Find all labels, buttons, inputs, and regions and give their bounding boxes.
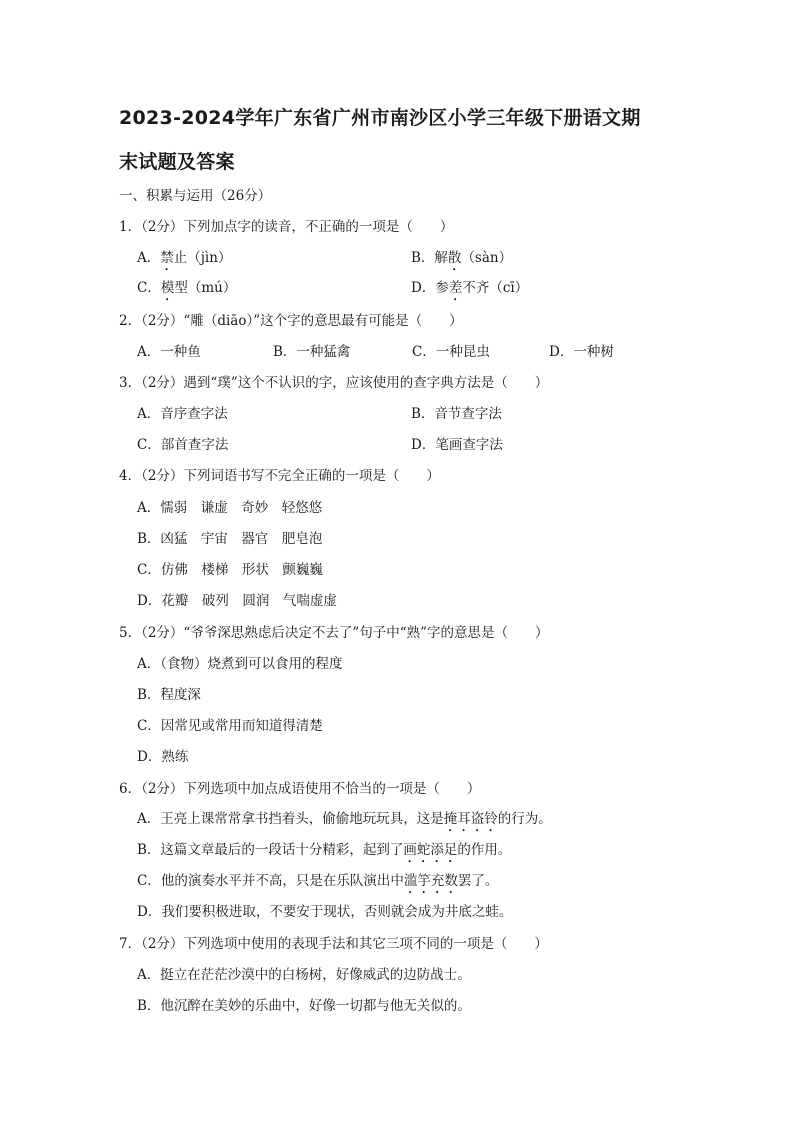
question-2-stem: 2．（2分）“雕（diāo）”这个字的意思最有可能是（ ） <box>119 313 463 329</box>
emphasis-idiom: 滥竽充数 <box>403 873 458 889</box>
question-1-option-a: A．禁止（jìn） <box>137 250 232 266</box>
question-6-option-c: C．他的演奏水平并不高，只是在乐队演出中滥竽充数罢了。 <box>137 873 499 889</box>
question-1-option-d: D．参差不齐（cī） <box>411 280 529 296</box>
question-3-option-b: B．音节查字法 <box>411 406 502 422</box>
question-2-option-a: A．一种鱼 <box>137 344 201 360</box>
question-4-option-a: A．懦弱 谦虚 奇妙 轻悠悠 <box>137 500 323 516</box>
section-heading: 一、积累与运用（26分） <box>119 188 272 204</box>
question-6-stem: 6．（2分）下列选项中加点成语使用不恰当的一项是（ ） <box>119 781 481 797</box>
question-2-option-d: D．一种树 <box>549 344 614 360</box>
question-3-option-a: A．音序查字法 <box>137 406 228 422</box>
question-2-option-c: C．一种昆虫 <box>412 344 490 360</box>
question-1-option-b: B．解散（sàn） <box>411 250 513 266</box>
question-7-option-a: A．挺立在茫茫沙漠中的白杨树，好像威武的边防战士。 <box>137 967 471 983</box>
question-5-option-a: A．（食物）烧煮到可以食用的程度 <box>137 656 343 672</box>
question-4-option-b: B．凶猛 宇宙 器官 肥皂泡 <box>137 531 323 547</box>
document-title-line2: 末试题及答案 <box>119 151 235 173</box>
question-4-stem: 4．（2分）下列词语书写不完全正确的一项是（ ） <box>119 468 440 484</box>
question-1-stem: 1．（2分）下列加点字的读音，不正确的一项是（ ） <box>119 219 454 235</box>
question-2-option-b: B．一种猛禽 <box>273 344 351 360</box>
question-4-option-d: D．花瓣 破列 圆润 气喘虚虚 <box>137 593 337 609</box>
question-6-option-b: B．这篇文章最后的一段话十分精彩，起到了画蛇添足的作用。 <box>137 842 512 858</box>
question-3-option-d: D．笔画查字法 <box>411 437 503 453</box>
emphasis-char: 散 <box>447 250 462 266</box>
emphasis-char: 差 <box>448 280 463 296</box>
emphasis-char: 模 <box>160 280 175 296</box>
question-7-stem: 7．（2分）下列选项中使用的表现手法和其它三项不同的一项是（ ） <box>119 936 548 952</box>
question-5-option-c: C．因常见或常用而知道得清楚 <box>137 718 323 734</box>
question-3-option-c: C．部首查字法 <box>137 437 229 453</box>
question-7-option-b: B．他沉醉在美妙的乐曲中，好像一切都与他无关似的。 <box>137 998 471 1014</box>
question-5-stem: 5．（2分）“爷爷深思熟虑后决定不去了”句子中“熟”字的意思是（ ） <box>119 625 549 641</box>
emphasis-idiom: 画蛇添足 <box>403 842 458 858</box>
emphasis-char: 禁 <box>160 250 174 266</box>
question-5-option-d: D．熟练 <box>137 749 189 765</box>
document-title-line1: 2023-2024学年广东省广州市南沙区小学三年级下册语文期 <box>119 107 641 129</box>
question-3-stem: 3．（2分）遇到“璞”这个不认识的字，应该使用的查字典方法是（ ） <box>119 375 549 391</box>
emphasis-idiom: 掩耳盗铃 <box>443 811 498 827</box>
question-5-option-b: B．程度深 <box>137 687 201 703</box>
question-6-option-a: A．王亮上课常常拿书挡着头，偷偷地玩玩具，这是掩耳盗铃的行为。 <box>137 811 552 827</box>
question-6-option-d: D．我们要积极进取，不要安于现状，否则就会成为井底之蛙。 <box>137 904 513 920</box>
question-4-option-c: C．仿佛 楼梯 形状 颤巍巍 <box>137 562 323 578</box>
question-1-option-c: C．模型（mú） <box>137 280 237 296</box>
